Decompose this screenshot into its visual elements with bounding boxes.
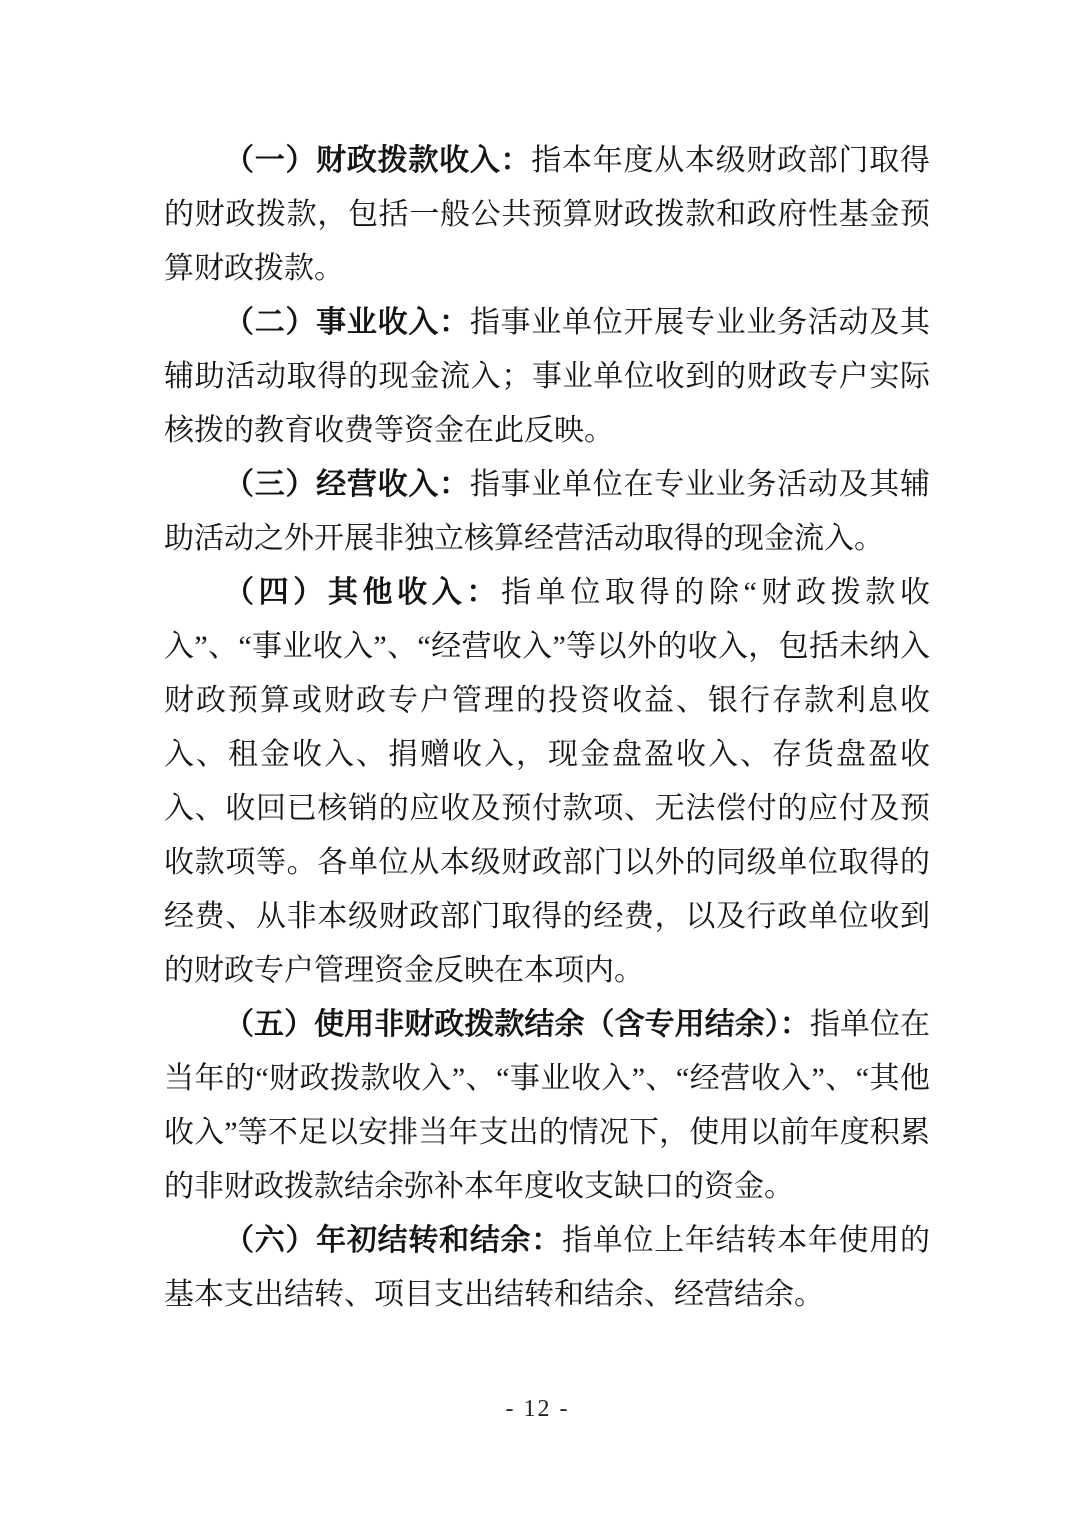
- paragraph-body: 指事业单位开展专业业务活动及其辅助活动取得的现金流入；事业单位收到的财政专户实际核拨的教育收费等资金在此反映。: [164, 306, 931, 447]
- para-fiscal-appropriation-income: [164, 134, 930, 296]
- paragraph-heading: （一）财政拨款收入：: [224, 144, 532, 177]
- para-operating-income: [164, 458, 930, 566]
- paragraph-body: 指本年度从本级财政部门取得的财政拨款，包括一般公共预算财政拨款和政府性基金预算财政拨款。: [164, 144, 931, 285]
- paragraph-heading: （四）其他收入：: [224, 576, 502, 609]
- paragraph-body: 指单位取得的除“财政拨款收入”、“事业收入”、“经营收入”等以外的收入，包括未纳入财政预算或财政专户管理的投资收益、银行存款利息收入、租金收入、捐赠收入，现金盘盈收入、存货盘盈收入、收回已核销的应收及预付款项、无法偿付的应付及预收款项等。各单位从本级财政部门以外的同级单位取得的经费、从非本级财政部门取得的经费，以及行政单位收到的财政专户管理资金反映在本项内。: [164, 576, 930, 987]
- para-other-income: [164, 566, 930, 998]
- paragraph-body: 指单位在当年的“财政拨款收入”、“事业收入”、“经营收入”、“其他收入”等不足以安排当年支出的情况下，使用以前年度积累的非财政拨款结余弥补本年度收支缺口的资金。: [164, 1008, 931, 1203]
- paragraph-body: 指单位上年结转本年使用的基本支出结转、项目支出结转和结余、经营结余。: [164, 1224, 930, 1311]
- document-body: [164, 134, 930, 1322]
- paragraph-heading: （二）事业收入：: [224, 306, 470, 339]
- para-non-fiscal-appropriation-balance: [164, 998, 930, 1214]
- paragraph-heading: （六）年初结转和结余：: [224, 1224, 562, 1257]
- page-number: - 12 -: [505, 1396, 570, 1422]
- para-business-income: [164, 296, 930, 458]
- para-carryover-and-balance: [164, 1214, 930, 1322]
- paragraph-heading: （三）经营收入：: [224, 468, 470, 501]
- paragraph-heading: （五）使用非财政拨款结余（含专用结余）：: [224, 1008, 810, 1041]
- paragraph-body: 指事业单位在专业业务活动及其辅助活动之外开展非独立核算经营活动取得的现金流入。: [164, 468, 931, 555]
